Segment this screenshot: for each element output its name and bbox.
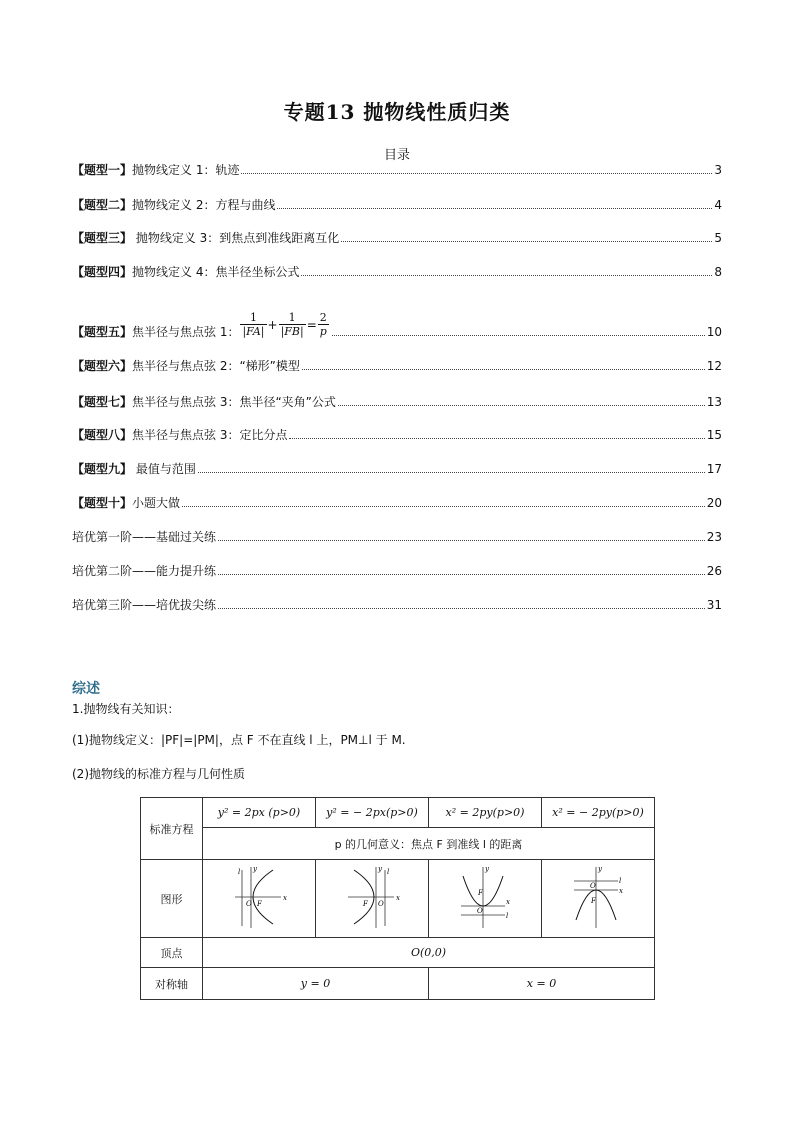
toc-page: 26 bbox=[706, 564, 722, 578]
vertex-value: O(0,0) bbox=[203, 938, 655, 968]
paragraph-properties: (2)抛物线的标准方程与几何性质 bbox=[72, 767, 245, 781]
toc-entry[interactable] bbox=[72, 195, 722, 213]
toc-page: 13 bbox=[706, 395, 722, 409]
graph-up-opening bbox=[455, 862, 515, 932]
toc-tag: 【题型七】 bbox=[72, 395, 133, 409]
formula-equals: = bbox=[306, 317, 317, 332]
equation-down: x² = − 2py(p>0) bbox=[542, 798, 655, 828]
x-label: x bbox=[619, 887, 623, 895]
origin-label: O bbox=[378, 900, 384, 908]
formula-den-3: p bbox=[319, 325, 327, 338]
section-heading: 综述 bbox=[72, 681, 100, 697]
toc-text: 培优第三阶——培优拔尖练 bbox=[72, 598, 217, 612]
y-label: y bbox=[378, 865, 382, 873]
toc-tag: 【题型八】 bbox=[72, 428, 133, 442]
formula-num-3: 2 bbox=[319, 311, 327, 324]
graph-cell-left bbox=[316, 860, 429, 938]
toc-tag: 【题型三】 bbox=[72, 231, 133, 245]
reciprocal-sum-formula bbox=[239, 311, 329, 338]
formula-num-1: 1 bbox=[249, 311, 257, 324]
origin-label: O bbox=[246, 900, 252, 908]
focus-label: F bbox=[363, 900, 368, 908]
toc-entry[interactable] bbox=[72, 228, 722, 246]
x-label: x bbox=[506, 898, 510, 906]
toc-page: 17 bbox=[706, 462, 722, 476]
toc-leader bbox=[341, 240, 712, 242]
directrix-label: l bbox=[238, 868, 241, 876]
toc-leader bbox=[218, 573, 705, 575]
p-meaning: p 的几何意义：焦点 F 到准线 l 的距离 bbox=[203, 828, 655, 860]
formula-den-1: |FA| bbox=[242, 325, 265, 338]
toc-text: 培优第一阶——基础过关练 bbox=[72, 530, 217, 544]
toc-text: 抛物线定义 2：方程与曲线 bbox=[132, 198, 276, 212]
toc-text: 抛物线定义 3：到焦点到准线距离互化 bbox=[132, 231, 340, 245]
directrix-label: l bbox=[619, 877, 622, 885]
row-label-equation: 标准方程 bbox=[141, 798, 203, 860]
directrix-label: l bbox=[506, 912, 509, 920]
toc-entry[interactable] bbox=[72, 561, 722, 579]
directrix-label: l bbox=[387, 868, 390, 876]
y-label: y bbox=[485, 865, 489, 873]
toc-entry[interactable] bbox=[72, 160, 722, 178]
toc-page: 23 bbox=[706, 530, 722, 544]
y-label: y bbox=[253, 865, 257, 873]
toc-leader bbox=[338, 404, 705, 406]
y-label: y bbox=[598, 865, 602, 873]
toc-leader bbox=[198, 471, 705, 473]
toc-tag: 【题型六】 bbox=[72, 359, 133, 373]
focus-label: F bbox=[478, 889, 483, 897]
toc-leader bbox=[301, 274, 712, 276]
toc-tag: 【题型二】 bbox=[72, 198, 133, 212]
toc-text: 焦半径与焦点弦 3：焦半径“夹角”公式 bbox=[132, 395, 336, 409]
toc-text: 焦半径与焦点弦 1： bbox=[132, 325, 240, 339]
toc-page: 5 bbox=[714, 231, 722, 245]
paragraph-definition: (1)抛物线定义：|PF|=|PM|，点 F 不在直线 l 上，PM⊥l 于 M. bbox=[72, 733, 406, 747]
toc-leader bbox=[277, 207, 712, 209]
toc-entry[interactable] bbox=[72, 356, 722, 374]
x-label: x bbox=[283, 894, 287, 902]
origin-label: O bbox=[477, 907, 483, 915]
toc-page: 31 bbox=[706, 598, 722, 612]
toc-entry[interactable] bbox=[72, 262, 722, 280]
formula-plus: + bbox=[267, 317, 278, 332]
toc-leader bbox=[332, 334, 705, 336]
toc-tag: 【题型九】 bbox=[72, 462, 133, 476]
formula-num-2: 1 bbox=[288, 311, 296, 324]
origin-label: O bbox=[590, 882, 596, 890]
formula-den-2: |FB| bbox=[280, 325, 304, 338]
focus-label: F bbox=[257, 900, 262, 908]
row-label-vertex: 顶点 bbox=[141, 938, 203, 968]
toc-text: 抛物线定义 1：轨迹 bbox=[132, 163, 240, 177]
graph-down-opening bbox=[568, 862, 628, 932]
toc-leader bbox=[289, 437, 704, 439]
toc-heading: 目录 bbox=[383, 148, 410, 163]
graph-right-opening bbox=[229, 862, 289, 932]
toc-text: 最值与范围 bbox=[132, 462, 196, 476]
toc-text: 焦半径与焦点弦 3：定比分点 bbox=[132, 428, 288, 442]
equation-right: y² = 2px (p>0) bbox=[203, 798, 316, 828]
toc-page: 10 bbox=[706, 325, 722, 339]
toc-leader bbox=[218, 539, 705, 541]
toc-entry[interactable] bbox=[72, 527, 722, 545]
focus-label: F bbox=[591, 897, 596, 905]
toc-page: 20 bbox=[706, 496, 722, 510]
graph-cell-down bbox=[542, 860, 655, 938]
page-title: 专题13 抛物线性质归类 bbox=[283, 100, 511, 124]
toc-text: 抛物线定义 4：焦半径坐标公式 bbox=[132, 265, 300, 279]
toc-page: 12 bbox=[706, 359, 722, 373]
toc-leader bbox=[218, 607, 705, 609]
paragraph-knowledge: 1.抛物线有关知识： bbox=[72, 702, 180, 716]
toc-page: 15 bbox=[706, 428, 722, 442]
toc-leader bbox=[241, 172, 712, 174]
toc-entry[interactable] bbox=[72, 493, 722, 511]
toc-tag: 【题型四】 bbox=[72, 265, 133, 279]
toc-tag: 【题型一】 bbox=[72, 163, 133, 177]
toc-entry[interactable] bbox=[72, 459, 722, 477]
parabola-properties-table bbox=[140, 797, 655, 1000]
toc-text: 焦半径与焦点弦 2：“梯形”模型 bbox=[132, 359, 300, 373]
toc-page: 4 bbox=[714, 198, 722, 212]
graph-left-opening bbox=[342, 862, 402, 932]
row-label-axis: 对称轴 bbox=[141, 968, 203, 1000]
equation-up: x² = 2py(p>0) bbox=[429, 798, 542, 828]
toc-leader bbox=[302, 368, 705, 370]
toc-entry[interactable] bbox=[72, 392, 722, 410]
toc-leader bbox=[182, 505, 705, 507]
toc-entry[interactable] bbox=[72, 595, 722, 613]
toc-page: 3 bbox=[714, 163, 722, 177]
toc-entry[interactable] bbox=[72, 425, 722, 443]
row-label-graph: 图形 bbox=[141, 860, 203, 938]
axis-vertical: x = 0 bbox=[429, 968, 655, 1000]
x-label: x bbox=[396, 894, 400, 902]
axis-horizontal: y = 0 bbox=[203, 968, 429, 1000]
toc-text: 培优第二阶——能力提升练 bbox=[72, 564, 217, 578]
graph-cell-up bbox=[429, 860, 542, 938]
graph-cell-right bbox=[203, 860, 316, 938]
toc-entry[interactable] bbox=[72, 300, 722, 340]
toc-page: 8 bbox=[714, 265, 722, 279]
equation-left: y² = − 2px(p>0) bbox=[316, 798, 429, 828]
toc-tag: 【题型五】 bbox=[72, 325, 133, 339]
toc-tag: 【题型十】 bbox=[72, 496, 133, 510]
toc-text: 小题大做 bbox=[132, 496, 181, 510]
